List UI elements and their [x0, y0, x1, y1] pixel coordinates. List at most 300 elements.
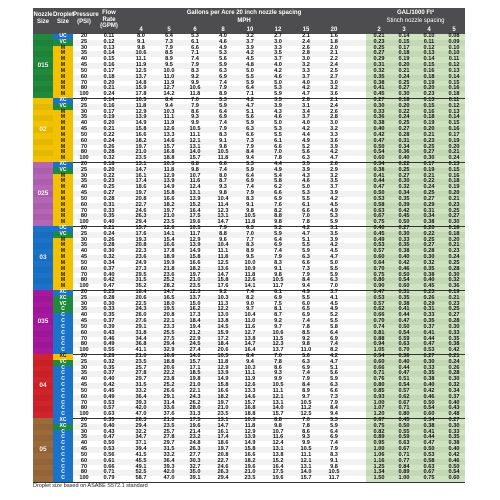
- gal-1000-value: 0.34: [398, 190, 410, 197]
- gpa-value: 6.6: [330, 387, 338, 394]
- gal-1000-value: 0.10: [448, 50, 460, 57]
- flow-rate-value: 0.16: [103, 102, 115, 109]
- gpa-value: 6.1: [191, 38, 199, 45]
- gpa-value: 7.9: [246, 190, 254, 197]
- gpa-value: 8.9: [219, 91, 227, 98]
- gal-1000-value: 0.60: [398, 283, 410, 290]
- gpa-value: 11.3: [217, 300, 229, 307]
- gpa-value: 15.7: [189, 358, 201, 365]
- gal-1000-value: 0.89: [398, 469, 410, 476]
- gal-1000-value: 0.15: [448, 120, 460, 127]
- gpa-value: 5.5: [302, 294, 310, 301]
- flow-rate-value: 0.35: [103, 417, 115, 423]
- gpa-value: 5.8: [274, 178, 282, 185]
- gal-1000-value: 0.53: [373, 242, 385, 249]
- gpa-value: 7.1: [246, 91, 254, 98]
- gpa-value: 17.1: [189, 364, 201, 371]
- gal-column-header: 4: [427, 27, 431, 33]
- gal-1000-value: 0.34: [423, 213, 435, 220]
- gpa-value: 19.3: [135, 236, 147, 243]
- gal-1000-value: 0.25: [398, 79, 410, 86]
- gal-1000-value: 0.40: [423, 382, 435, 389]
- flow-rate-value: 0.28: [103, 195, 115, 202]
- gpa-value: 21.0: [135, 149, 147, 156]
- gpa-value: 2.1: [330, 97, 338, 103]
- gpa-value: 32.2: [135, 428, 147, 435]
- gpa-value: 21.0: [163, 213, 175, 220]
- gpa-value: 11.0: [244, 318, 256, 325]
- gpa-value: 10.4: [217, 242, 229, 249]
- gal-1000-value: 0.44: [423, 335, 435, 342]
- gal-1000-value: 0.40: [448, 446, 460, 453]
- gpa-value: 17.6: [135, 230, 147, 237]
- gpa-value: 31.5: [135, 277, 147, 284]
- flow-rate-value: 0.42: [103, 277, 115, 284]
- gpa-value: 5.0: [274, 79, 282, 86]
- gpa-value: 6.5: [302, 306, 310, 313]
- gpa-value: 5.0: [302, 184, 310, 191]
- gal-1000-value: 0.38: [398, 300, 410, 307]
- flow-rate-value: 0.19: [103, 114, 115, 121]
- droplet-size-label: VC: [59, 358, 67, 365]
- flow-rate-value: 0.40: [103, 422, 115, 429]
- droplet-size-label: M: [60, 207, 66, 214]
- pressure-value: 20: [80, 33, 88, 39]
- gpa-value: 2.2: [330, 56, 338, 63]
- gal-1000-value: 0.70: [398, 347, 410, 354]
- gal-1000-value: 0.75: [373, 422, 385, 429]
- flow-rate-value: 0.28: [103, 242, 115, 249]
- gpa-value: 7.4: [246, 184, 254, 191]
- pressure-value: 60: [80, 457, 88, 464]
- gal-1000-value: 0.35: [398, 294, 410, 301]
- gpa-value: 6.1: [274, 137, 282, 144]
- gal-1000-value: 0.21: [373, 33, 385, 39]
- gal-1000-value: 0.22: [398, 161, 410, 167]
- gal-1000-value: 1.00: [373, 446, 385, 453]
- gpa-value: 11.7: [272, 283, 284, 290]
- pressure-value: 70: [80, 335, 88, 342]
- gpa-value: 9.9: [302, 440, 310, 447]
- gpa-value: 8.4: [302, 382, 310, 389]
- gpa-value: 6.3: [246, 126, 254, 133]
- gpa-value: 8.3: [219, 131, 227, 138]
- gal-1000-value: 0.29: [373, 56, 385, 63]
- gpa-value: 4.5: [330, 201, 338, 208]
- gpa-value: 29.4: [135, 422, 147, 429]
- gpa-value: 12.3: [189, 289, 201, 295]
- gal-1000-value: 0.14: [448, 114, 460, 121]
- gpa-value: 10.0: [244, 259, 256, 266]
- gpa-value: 3.2: [246, 33, 254, 39]
- gpa-value: 10.6: [189, 85, 201, 92]
- gal-1000-value: 0.30: [373, 102, 385, 109]
- gpa-value: 21.0: [189, 277, 201, 284]
- gpa-value: 2.6: [302, 44, 310, 51]
- gal-1000-value: 0.58: [423, 457, 435, 464]
- gpa-value: 10.5: [163, 161, 175, 167]
- droplet-size-label: XC: [59, 289, 67, 295]
- table-header: [33, 8, 465, 34]
- gpa-value: 12.1: [300, 457, 312, 464]
- gpa-value: 15.7: [244, 399, 256, 406]
- gal-1000-value: 0.35: [398, 195, 410, 202]
- gpa-value: 16.4: [244, 347, 256, 354]
- gpa-value: 7.4: [191, 56, 199, 63]
- gpa-value: 15.7: [300, 475, 312, 482]
- gpa-value: 6.6: [302, 259, 310, 266]
- gal-1000-value: 0.38: [373, 120, 385, 127]
- gpa-value: 9.1: [246, 201, 254, 208]
- droplet-size-label: XC: [59, 422, 67, 429]
- gal-1000-value: 0.84: [398, 463, 410, 470]
- gpa-value: 9.9: [191, 120, 199, 127]
- gpa-value: 8.1: [274, 306, 282, 313]
- flow-rate-value: 0.46: [103, 335, 115, 342]
- gpa-value: 19.7: [135, 190, 147, 197]
- gpa-value: 19.6: [189, 219, 201, 226]
- gpa-value: 2.8: [302, 50, 310, 57]
- gpa-value: 5.5: [302, 242, 310, 249]
- gal-1000-value: 0.18: [448, 230, 460, 237]
- gpa-value: 29.7: [135, 376, 147, 383]
- gpa-value: 17.6: [217, 283, 229, 290]
- gal-column-header: 2: [377, 27, 381, 33]
- gpa-value: 7.4: [219, 79, 227, 86]
- droplet-size-label: C: [61, 463, 65, 470]
- gpa-value: 3.5: [330, 230, 338, 237]
- pressure-value: 35: [80, 114, 88, 121]
- gpa-value: 15.7: [135, 225, 147, 231]
- gal-1000-value: 0.36: [448, 283, 460, 290]
- pressure-value: 30: [80, 172, 88, 179]
- gpa-value: 7.9: [274, 254, 282, 261]
- gpa-value: 17.8: [135, 91, 147, 98]
- gpa-value: 6.4: [246, 172, 254, 179]
- gpa-value: 10.5: [217, 149, 229, 156]
- flow-rate-value: 0.28: [103, 294, 115, 301]
- gpa-value: 9.0: [246, 300, 254, 307]
- gpa-value: 23.2: [189, 434, 201, 441]
- gpa-value: 4.2: [302, 85, 310, 92]
- gal-1000-value: 0.27: [423, 149, 435, 156]
- gal-1000-value: 0.30: [448, 271, 460, 278]
- gal-1000-value: 0.53: [423, 347, 435, 354]
- gpa-value: 14.7: [244, 341, 256, 348]
- pressure-value: 70: [80, 399, 88, 406]
- gpa-value: 12.6: [244, 382, 256, 389]
- flow-rate-value: 0.11: [103, 33, 115, 39]
- gpa-value: 12.4: [272, 440, 284, 447]
- gpa-value: 8.6: [274, 364, 282, 371]
- gal-1000-value: 0.35: [448, 434, 460, 441]
- gal-1000-value: 0.34: [448, 387, 460, 394]
- gpa-value: 7.4: [330, 341, 338, 348]
- gpa-value: 16.5: [163, 294, 175, 301]
- gal-1000-value: 0.80: [373, 277, 385, 284]
- gpa-value: 22.1: [163, 318, 175, 325]
- gal-1000-value: 0.66: [373, 312, 385, 319]
- flow-rate-value: 0.49: [103, 393, 115, 400]
- gpa-value: 19.8: [189, 376, 201, 383]
- gal-1000-value: 0.64: [373, 259, 385, 266]
- droplet-size-label: M: [60, 195, 66, 202]
- gal-1000-value: 0.34: [423, 417, 435, 423]
- gal-1000-value: 0.13: [448, 108, 460, 115]
- gpa-value: 9.4: [246, 358, 254, 365]
- gpa-value: 4.5: [246, 56, 254, 63]
- pressure-value: 70: [80, 143, 88, 150]
- gpa-value: 15.8: [135, 126, 147, 133]
- gpa-value: 3.1: [302, 102, 310, 109]
- pressure-value: 45: [80, 318, 88, 325]
- gpa-value: 8.8: [274, 417, 282, 423]
- droplet-size-label: VC: [59, 166, 67, 173]
- gal-1000-value: 0.08: [448, 33, 460, 39]
- gal-1000-value: 0.54: [423, 405, 435, 412]
- flow-rate-value: 0.39: [103, 323, 115, 330]
- flow-rate-value: 0.18: [103, 73, 115, 80]
- pressure-value: 25: [80, 230, 88, 237]
- gpa-value: 11.8: [244, 219, 256, 226]
- flow-rate-value: 0.28: [103, 353, 115, 359]
- gpa-value: 11.8: [244, 271, 256, 278]
- gal-1000-value: 0.46: [398, 265, 410, 272]
- droplet-size-label: M: [60, 62, 66, 69]
- gpa-value: 37.1: [135, 440, 147, 447]
- pressure-value: 35: [80, 178, 88, 185]
- gal-1000-value: 0.38: [423, 376, 435, 383]
- gal-1000-value: 0.40: [398, 155, 410, 162]
- gpa-value: 20.6: [135, 294, 147, 301]
- gpa-value: 2.4: [302, 38, 310, 45]
- gpa-value: 11.8: [217, 155, 229, 162]
- gpa-value: 19.7: [189, 271, 201, 278]
- gpa-value: 4.0: [274, 62, 282, 69]
- gpa-value: 5.9: [330, 422, 338, 429]
- gpa-value: 47.0: [163, 475, 175, 482]
- gpa-value: 25.5: [163, 329, 175, 336]
- pressure-value: 40: [80, 376, 88, 383]
- gpa-value: 11.1: [272, 387, 284, 394]
- gal-1000-value: 0.67: [398, 399, 410, 406]
- gpa-value: 27.8: [163, 434, 175, 441]
- gpa-value: 13.9: [244, 434, 256, 441]
- gpa-value: 3.9: [274, 102, 282, 109]
- droplet-size-label: M: [60, 79, 66, 86]
- gpa-value: 13.1: [217, 213, 229, 220]
- pressure-value: 20: [80, 417, 88, 423]
- gpa-value: 26.3: [189, 446, 201, 453]
- gal-1000-value: 0.63: [398, 440, 410, 447]
- gpa-value: 3.0: [330, 79, 338, 86]
- gpa-value: 8.4: [302, 277, 310, 284]
- gpa-value: 19.6: [244, 463, 256, 470]
- gpa-value: 4.7: [330, 358, 338, 365]
- droplet-size-label: UC: [59, 33, 67, 39]
- gpa-value: 22.9: [189, 335, 201, 342]
- gal-1000-value: 0.93: [373, 393, 385, 400]
- gpa-value: 8.4: [246, 149, 254, 156]
- gpa-value: 26.3: [135, 213, 147, 220]
- gpa-value: 31.5: [135, 382, 147, 389]
- gal-1000-value: 0.23: [423, 91, 435, 98]
- gal-1000-value: 0.20: [448, 190, 460, 197]
- pressure-value: 80: [80, 85, 88, 92]
- gpa-value: 4.6: [274, 114, 282, 121]
- gpa-value: 9.5: [165, 62, 173, 69]
- gpa-value: 20.6: [217, 347, 229, 354]
- nozzle-chart: [33, 8, 465, 482]
- flow-rate-value: 0.17: [103, 67, 115, 74]
- gpa-value: 13.1: [189, 143, 201, 150]
- gpa-value: 6.6: [246, 131, 254, 138]
- gpa-value: 6.6: [302, 207, 310, 214]
- gal-1000-value: 0.23: [423, 137, 435, 144]
- gal-1000-value: 0.40: [373, 225, 385, 231]
- gpa-value: 14.0: [189, 149, 201, 156]
- gpa-value: 9.8: [274, 422, 282, 429]
- gal-1000-value: 0.59: [398, 434, 410, 441]
- gpa-value: 31.4: [163, 399, 175, 406]
- pressure-value: 60: [80, 73, 88, 80]
- gal-1000-value: 0.19: [448, 184, 460, 191]
- gal-1000-value: 0.30: [398, 178, 410, 185]
- gal-1000-value: 1.05: [373, 347, 385, 354]
- gal-1000-value: 0.89: [373, 434, 385, 441]
- droplet-size-label: C: [61, 323, 65, 330]
- gpa-value: 58.7: [135, 475, 147, 482]
- droplet-size-label: C: [61, 475, 65, 482]
- gpa-value: 11.1: [163, 114, 175, 121]
- pressure-value: 35: [80, 50, 88, 57]
- gpa-value: 1.6: [330, 33, 338, 39]
- gal-1000-value: 0.30: [448, 422, 460, 429]
- flow-rate-value: 0.66: [103, 463, 115, 470]
- droplet-size-label: M: [60, 190, 66, 197]
- gpa-value: 5.4: [274, 172, 282, 179]
- gpa-value: 29.1: [135, 323, 147, 330]
- gal-1000-value: 0.62: [373, 306, 385, 313]
- gal-1000-value: 0.15: [423, 102, 435, 109]
- gpa-value: 8.4: [330, 405, 338, 412]
- pressure-value: 50: [80, 387, 88, 394]
- gpa-value: 34.7: [135, 434, 147, 441]
- gal-1000-value: 0.21: [448, 149, 460, 156]
- droplet-size-label: M: [60, 259, 66, 266]
- gpa-value: 7.3: [165, 38, 173, 45]
- gal-1000-value: 1.25: [373, 463, 385, 470]
- flow-rate-value: 0.23: [103, 178, 115, 185]
- gpa-value: 14.6: [163, 137, 175, 144]
- gpa-value: 16.1: [217, 428, 229, 435]
- gpa-value: 11.9: [244, 376, 256, 383]
- gpa-value: 6.9: [330, 434, 338, 441]
- gpa-value: 4.9: [330, 306, 338, 313]
- gpa-value: 6.9: [274, 242, 282, 249]
- gpa-value: 9.4: [165, 102, 173, 109]
- flow-rate-value: 0.24: [103, 137, 115, 144]
- gal-1000-value: 0.60: [373, 358, 385, 365]
- flow-rate-value: 0.31: [103, 201, 115, 208]
- pressure-value: 35: [80, 242, 88, 249]
- pressure-value: 60: [80, 329, 88, 336]
- gpa-value: 16.6: [163, 242, 175, 249]
- gpa-value: 4.0: [219, 33, 227, 39]
- droplet-size-label: M: [60, 248, 66, 255]
- nozzle-size-header: Nozzle Size: [33, 12, 53, 25]
- pressure-value: 45: [80, 382, 88, 389]
- gpa-value: 4.9: [274, 166, 282, 173]
- gpa-value: 13.8: [217, 318, 229, 325]
- gal-1000-value: 0.20: [398, 62, 410, 69]
- gal-1000-value: 0.33: [448, 329, 460, 336]
- gpa-value: 12.6: [163, 126, 175, 133]
- speed-header: 20: [330, 27, 338, 33]
- gpa-value: 8.9: [302, 387, 310, 394]
- pressure-value: 100: [79, 347, 89, 354]
- droplet-size-label: C: [61, 399, 65, 406]
- gal-1000-value: 0.17: [398, 44, 410, 51]
- gal-1000-value: 0.35: [423, 370, 435, 377]
- gpa-value: 4.6: [302, 178, 310, 185]
- gal-1000-value: 0.37: [423, 323, 435, 330]
- gal-1000-value: 0.53: [373, 294, 385, 301]
- gal-1000-value: 0.49: [373, 236, 385, 243]
- pressure-value: 30: [80, 44, 88, 51]
- droplet-size-label: M: [60, 120, 66, 127]
- droplet-size-label: M: [60, 137, 66, 144]
- gpa-value: 13.3: [244, 387, 256, 394]
- droplet-size-label: C: [61, 347, 65, 354]
- footnote: Droplet size based on ASABE S572.1 standard: [33, 483, 148, 489]
- gal-1000-value: 1.20: [373, 411, 385, 418]
- pressure-value: 100: [79, 91, 89, 98]
- gal-1000-value: 0.36: [398, 149, 410, 156]
- gpa-value: 11.8: [163, 166, 175, 173]
- gpa-value: 3.7: [302, 114, 310, 121]
- gpa-value: 24.6: [135, 207, 147, 214]
- gpa-value: 16.6: [189, 259, 201, 266]
- pressure-value: 70: [80, 463, 88, 470]
- gpa-value: 11.0: [300, 347, 312, 354]
- pressure-value: 70: [80, 207, 88, 214]
- gal-1000-value: 0.70: [373, 318, 385, 325]
- gpa-value: 10.3: [163, 108, 175, 115]
- droplet-size-label: M: [60, 254, 66, 261]
- gpa-value: 11.2: [300, 405, 312, 412]
- gpa-value: 26.6: [163, 387, 175, 394]
- gal-1000-value: 0.31: [373, 62, 385, 69]
- gpa-value: 14.7: [163, 289, 175, 295]
- nozzle-size-label: 05: [39, 446, 47, 453]
- gpa-value: 42.0: [135, 405, 147, 412]
- gal-1000-value: 0.36: [373, 114, 385, 121]
- gpa-value: 11.9: [163, 79, 175, 86]
- droplet-size-label: UC: [59, 225, 67, 231]
- gal-1000-value: 0.67: [373, 417, 385, 423]
- gpa-value: 13.9: [189, 242, 201, 249]
- pressure-value: 80: [80, 277, 88, 284]
- gpa-value: 19.7: [217, 446, 229, 453]
- gpa-value: 14.7: [217, 422, 229, 429]
- droplet-size-label: M: [60, 91, 66, 98]
- gpa-value: 21.0: [244, 469, 256, 476]
- gpa-value: 22.1: [189, 387, 201, 394]
- flow-rate-value: 0.56: [103, 451, 115, 458]
- gpa-value: 4.0: [302, 120, 310, 127]
- gal-1000-value: 0.48: [448, 411, 460, 418]
